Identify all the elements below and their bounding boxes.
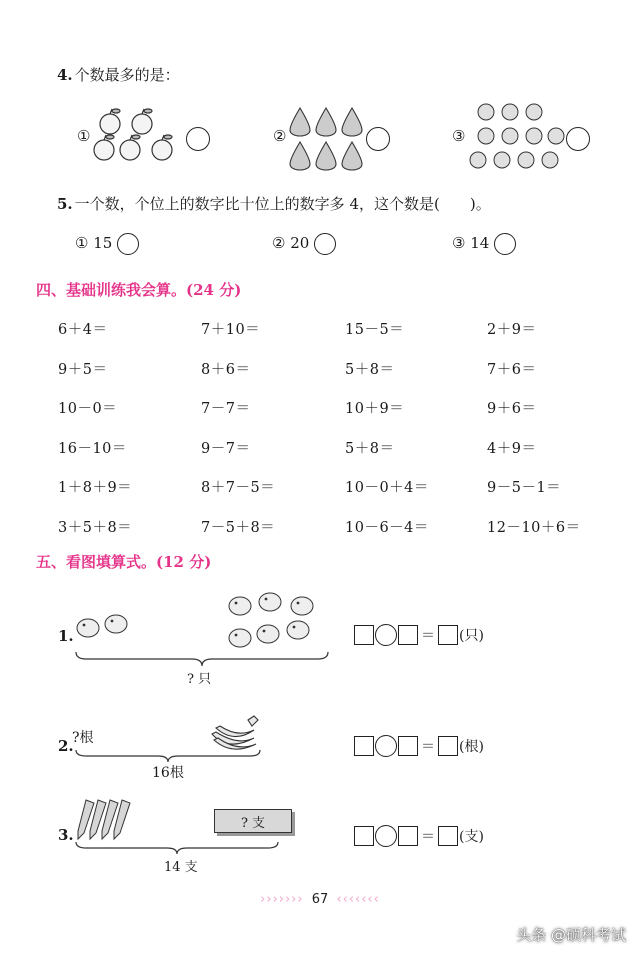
calc-item: 7＋6＝ xyxy=(487,362,537,378)
unit-label: (根) xyxy=(459,739,484,755)
calc-item: 8＋7－5＝ xyxy=(201,480,276,496)
calc-item: 7＋10＝ xyxy=(201,322,261,338)
pencils-icon xyxy=(72,796,136,846)
calc-item: 10＋9＝ xyxy=(345,401,405,417)
problem-2-label: 16根 xyxy=(152,765,184,781)
q4-option-2-label: ② xyxy=(273,127,287,145)
unit-label: (支) xyxy=(459,829,484,845)
page-number: 67 xyxy=(311,892,329,907)
page-footer xyxy=(0,892,640,907)
q5-option-2 xyxy=(272,233,336,255)
answer-box[interactable] xyxy=(398,625,418,645)
answer-box[interactable] xyxy=(438,736,458,756)
problem-3-number: 3. xyxy=(58,826,74,844)
equals-sign: ＝ xyxy=(421,739,435,755)
problem-2-number: 2. xyxy=(58,737,74,755)
calc-item: 9－5－1＝ xyxy=(487,480,562,496)
calc-item: 10－0＋4＝ xyxy=(345,480,429,496)
calc-item: 12－10＋6＝ xyxy=(487,520,581,536)
answer-circle-1[interactable] xyxy=(186,127,210,151)
answer-box[interactable] xyxy=(438,625,458,645)
section-5-title: 五、看图填算式。(12 分) xyxy=(36,553,212,571)
calc-item: 4＋9＝ xyxy=(487,441,537,457)
calc-item: 10－0＝ xyxy=(58,401,118,417)
operator-circle[interactable] xyxy=(375,624,397,646)
q5-option-1 xyxy=(75,233,139,255)
calc-item: 10－6－4＝ xyxy=(345,520,429,536)
question-number: 4. xyxy=(57,66,73,84)
q5-option-3-label: ③ 14 xyxy=(452,234,490,252)
answer-circle[interactable] xyxy=(494,233,516,255)
peaches-icon xyxy=(466,100,566,172)
equation-3 xyxy=(354,825,484,847)
calc-item: 16－10＝ xyxy=(58,441,127,457)
answer-box[interactable] xyxy=(354,625,374,645)
calc-item: 5＋8＝ xyxy=(345,362,395,378)
calc-item: 6＋4＝ xyxy=(58,322,108,338)
calc-item: 8＋6＝ xyxy=(201,362,251,378)
apples-icon xyxy=(90,106,186,170)
watermark: 头条 @硕科考试 xyxy=(516,926,626,944)
answer-box[interactable] xyxy=(398,826,418,846)
section-4-title: 四、基础训练我会算。(24 分) xyxy=(36,281,242,299)
answer-circle[interactable] xyxy=(314,233,336,255)
calc-item: 2＋9＝ xyxy=(487,322,537,338)
pencil-box-label: ? 支 xyxy=(240,815,266,831)
problem-3-label: 14 支 xyxy=(164,860,198,875)
calc-item: 9－7＝ xyxy=(201,441,251,457)
question-4 xyxy=(57,64,180,85)
equals-sign: ＝ xyxy=(421,829,435,845)
q5-option-2-label: ② 20 xyxy=(272,234,310,252)
equation-2 xyxy=(354,735,484,757)
question-number: 5. xyxy=(57,195,73,213)
brace-icon xyxy=(74,840,280,856)
answer-circle-3[interactable] xyxy=(566,127,590,151)
answer-box[interactable] xyxy=(354,736,374,756)
unit-label: (只) xyxy=(459,628,484,644)
calc-item: 1＋8＋9＝ xyxy=(58,480,133,496)
problem-1-number: 1. xyxy=(58,627,74,645)
q5-option-3 xyxy=(452,233,516,255)
answer-circle[interactable] xyxy=(117,233,139,255)
calc-item: 7－5＋8＝ xyxy=(201,520,276,536)
answer-box[interactable] xyxy=(398,736,418,756)
calc-item: 9＋5＝ xyxy=(58,362,108,378)
footer-arrows-left: ››››››› xyxy=(260,892,304,907)
brace-icon xyxy=(74,650,330,668)
answer-box[interactable] xyxy=(354,826,374,846)
equation-1 xyxy=(354,624,484,646)
operator-circle[interactable] xyxy=(375,825,397,847)
q4-option-1-label: ① xyxy=(77,127,91,145)
pencil-box xyxy=(214,809,292,833)
q4-option-3-label: ③ xyxy=(452,127,466,145)
problem-1-label: ? 只 xyxy=(187,672,212,687)
operator-circle[interactable] xyxy=(375,735,397,757)
problem-2-top-label: ?根 xyxy=(72,730,94,746)
calc-item: 7－7＝ xyxy=(201,401,251,417)
footer-arrows-right: ‹‹‹‹‹‹‹ xyxy=(336,892,380,907)
question-text: 一个数，个位上的数字比十位上的数字多 4，这个数是( )。 xyxy=(74,195,491,213)
equals-sign: ＝ xyxy=(421,628,435,644)
pears-icon xyxy=(286,104,366,172)
calc-item: 15－5＝ xyxy=(345,322,405,338)
calc-item: 3＋5＋8＝ xyxy=(58,520,133,536)
question-5 xyxy=(57,193,491,214)
calc-item: 9＋6＝ xyxy=(487,401,537,417)
answer-box[interactable] xyxy=(438,826,458,846)
calc-item: 5＋8＝ xyxy=(345,441,395,457)
q5-option-1-label: ① 15 xyxy=(75,234,113,252)
question-text: 个数最多的是： xyxy=(74,66,180,84)
answer-circle-2[interactable] xyxy=(366,127,390,151)
